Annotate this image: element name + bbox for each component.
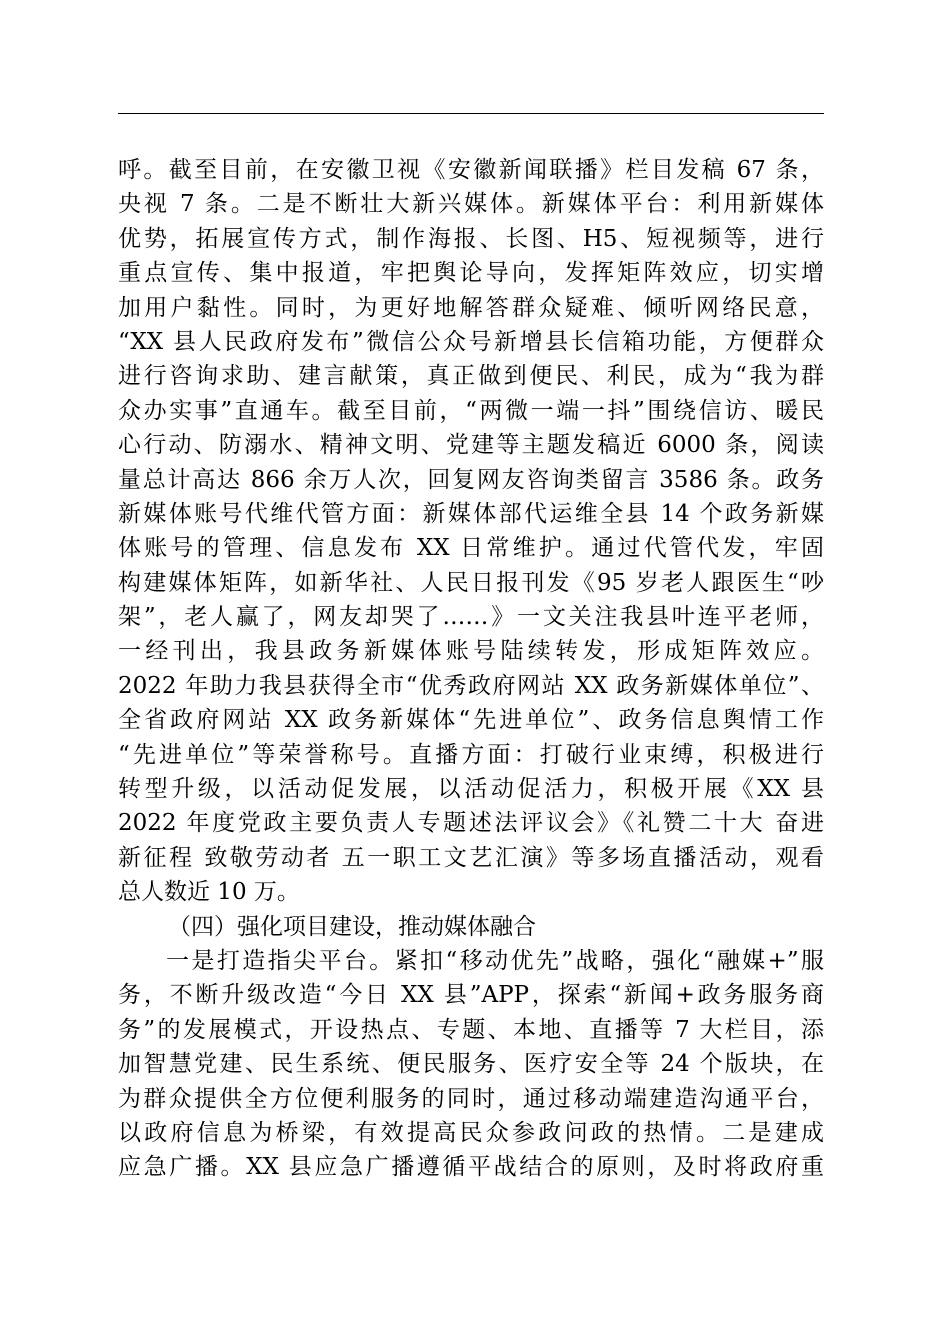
text-line: 2022 年助力我县获得全市“优秀政府网站 XX 政务新媒体单位”、: [118, 672, 824, 699]
text-line: 优势，拓展宣传方式，制作海报、长图、H5、短视频等，进行: [118, 225, 824, 252]
text-line: 央视 7 条。二是不断壮大新兴媒体。新媒体平台：利用新媒体: [118, 191, 824, 218]
text-line: 众办实事”直通车。截至目前，“两微一端一抖”围绕信访、暖民: [118, 397, 824, 424]
text-line: 进行咨询求助、建言献策，真正做到便民、利民，成为“我为群: [118, 363, 824, 390]
text-line: 构建媒体矩阵，如新华社、人民日报刊发《95 岁老人跟医生“吵: [118, 569, 824, 596]
text-line: 务，不断升级改造“今日 XX 县”APP，探索“新闻+政务服务商: [118, 982, 824, 1009]
text-line: 2022 年度党政主要负责人专题述法评议会》《礼赞二十大 奋进: [118, 810, 824, 837]
text-line: 量总计高达 866 余万人次，回复网友咨询类留言 3586 条。政务: [118, 466, 824, 493]
text-line: 转型升级，以活动促发展，以活动促活力，积极开展《XX 县: [118, 776, 824, 803]
text-line: 呼。截至目前，在安徽卫视《安徽新闻联播》栏目发稿 67 条，: [118, 157, 824, 183]
text-line: 新征程 致敬劳动者 五一职工文艺汇演》等多场直播活动，观看: [118, 844, 824, 871]
text-line: “XX 县人民政府发布”微信公众号新增县长信箱功能，方便群众: [118, 328, 824, 355]
text-line: 总人数近 10 万。: [118, 879, 300, 906]
text-line: 新媒体账号代维代管方面：新媒体部代运维全县 14 个政务新媒: [118, 500, 824, 527]
text-line: 以政府信息为桥梁，有效提高民众参政问政的热情。二是建成: [118, 1119, 824, 1146]
text-line: 一是打造指尖平台。紧扣“移动优先”战略，强化“融媒+”服: [166, 947, 824, 974]
text-line: 架”，老人赢了，网友却哭了……》一文关注我县叶连平老师，: [118, 604, 824, 631]
document-body: [118, 153, 824, 1185]
text-line: 加用户黏性。同时，为更好地解答群众疑难、倾听网络民意，: [118, 294, 824, 321]
text-line: “先进单位”等荣誉称号。直播方面：打破行业束缚，积极进行: [118, 741, 824, 768]
section-heading: （四）强化项目建设，推动媒体融合: [168, 913, 536, 940]
text-line: 心行动、防溺水、精神文明、党建等主题发稿近 6000 条，阅读: [118, 432, 824, 459]
text-line: 务”的发展模式，开设热点、专题、本地、直播等 7 大栏目，添: [118, 1016, 824, 1043]
text-line: 重点宣传、集中报道，牢把舆论导向，发挥矩阵效应，切实增: [118, 260, 824, 287]
text-line: 为群众提供全方位便利服务的同时，通过移动端建造沟通平台，: [118, 1085, 824, 1112]
text-line: 一经刊出，我县政务新媒体账号陆续转发，形成矩阵效应。: [118, 638, 824, 665]
text-line: 体账号的管理、信息发布 XX 日常维护。通过代管代发，牢固: [118, 535, 824, 562]
header-rule: [118, 113, 824, 114]
text-line: 加智慧党建、民生系统、便民服务、医疗安全等 24 个版块，在: [118, 1051, 824, 1078]
text-line: 应急广播。XX 县应急广播遵循平战结合的原则，及时将政府重: [118, 1154, 824, 1181]
text-line: 全省政府网站 XX 政务新媒体“先进单位”、政务信息舆情工作: [118, 707, 824, 734]
